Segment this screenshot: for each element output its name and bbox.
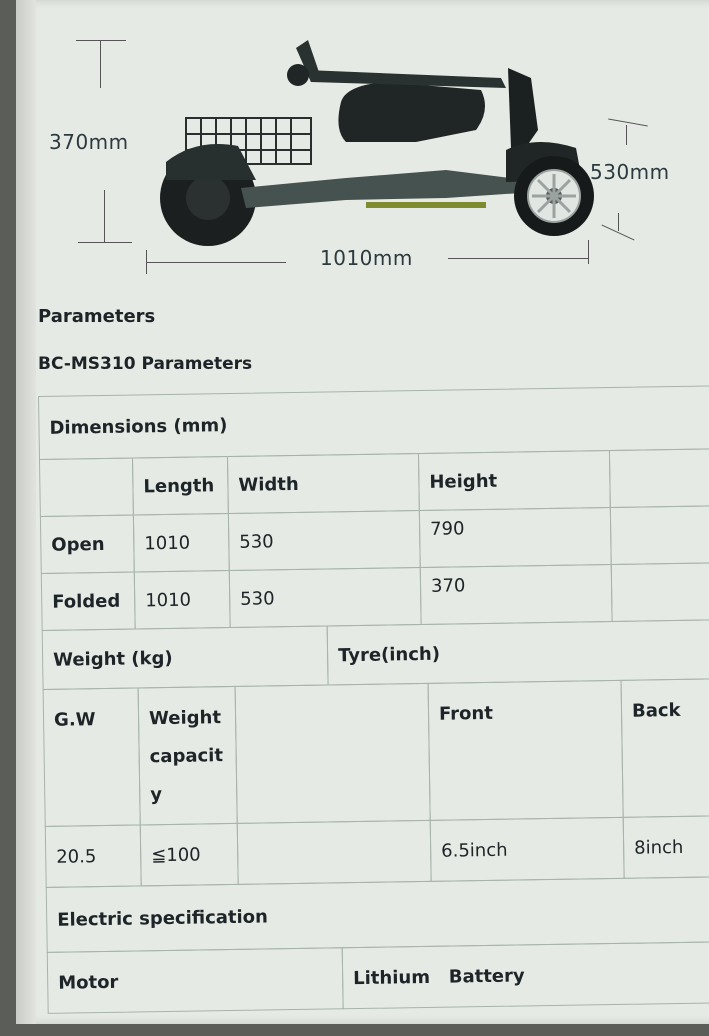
width-dimension-label: 530mm bbox=[590, 160, 670, 184]
capacity-value: ≦100 bbox=[151, 844, 201, 866]
front-label-cell bbox=[428, 680, 624, 821]
parameters-heading: Parameters bbox=[38, 306, 156, 327]
back-label-cell bbox=[621, 678, 709, 817]
tyre-title: Tyre(inch) bbox=[337, 643, 441, 666]
gw-label-cell bbox=[43, 687, 141, 826]
front-value-cell bbox=[430, 817, 625, 882]
dimensions-title: Dimensions (mm) bbox=[49, 414, 228, 439]
folded-label: Folded bbox=[52, 590, 121, 613]
blank-weight-header-cell bbox=[235, 683, 431, 824]
capacity-label-line3: y bbox=[150, 784, 163, 806]
weight-title: Weight (kg) bbox=[52, 647, 173, 671]
motor-label: Motor bbox=[58, 971, 119, 994]
page-binding-edge bbox=[16, 0, 36, 1024]
length-dim-left-line bbox=[146, 262, 286, 263]
electric-title: Electric specification bbox=[57, 905, 269, 931]
open-label-cell bbox=[40, 515, 135, 574]
open-length-cell bbox=[133, 513, 230, 573]
open-height-value: 790 bbox=[429, 518, 465, 540]
length-dim-right-line bbox=[448, 258, 588, 259]
folded-width-value: 530 bbox=[240, 587, 275, 610]
open-length-value: 1010 bbox=[144, 532, 191, 554]
width-dim-bottom-stem bbox=[618, 213, 619, 231]
battery-label-cell bbox=[342, 941, 709, 1009]
tyre-title-cell bbox=[327, 619, 709, 685]
folded-extra-cell bbox=[611, 562, 709, 622]
open-width-cell bbox=[228, 510, 421, 571]
capacity-label-line1: Weight bbox=[148, 707, 222, 730]
width-dim-top-tick bbox=[608, 119, 648, 127]
front-label: Front bbox=[438, 702, 494, 725]
length-dimension-label: 1010mm bbox=[320, 246, 413, 270]
back-value-cell bbox=[623, 815, 709, 878]
gw-label: G.W bbox=[53, 709, 96, 731]
folded-scooter-illustration bbox=[146, 30, 596, 250]
folded-length-value: 1010 bbox=[145, 589, 192, 611]
height-dim-top-tick bbox=[76, 40, 126, 41]
height-dim-bottom-stem bbox=[104, 190, 105, 242]
weight-title-cell bbox=[42, 625, 329, 689]
gw-value: 20.5 bbox=[56, 845, 97, 868]
height-header: Height bbox=[429, 470, 498, 493]
electric-title-cell bbox=[46, 876, 709, 953]
dimensions-corner-cell bbox=[39, 458, 134, 517]
dimensions-extra-header-cell bbox=[609, 448, 709, 508]
open-extra-cell bbox=[610, 505, 709, 565]
battery-label: Lithium Battery bbox=[353, 964, 525, 989]
capacity-label-line2: capacit bbox=[149, 745, 224, 768]
back-label: Back bbox=[631, 699, 681, 722]
front-tyre-value: 6.5inch bbox=[441, 839, 508, 862]
dimensions-title-cell bbox=[38, 385, 709, 460]
motor-label-cell bbox=[47, 947, 344, 1014]
length-header-cell bbox=[132, 456, 229, 516]
capacity-value-cell bbox=[140, 823, 239, 887]
open-width-value: 530 bbox=[239, 530, 274, 553]
back-tyre-value: 8inch bbox=[634, 836, 684, 859]
model-parameters-heading: BC-MS310 Parameters bbox=[38, 354, 253, 374]
width-dim-top-stem bbox=[626, 125, 627, 145]
folded-height-cell bbox=[420, 564, 613, 625]
width-header: Width bbox=[238, 473, 299, 496]
capacity-label-cell bbox=[138, 686, 238, 826]
open-label: Open bbox=[51, 533, 105, 556]
height-dim-top-stem bbox=[100, 40, 101, 88]
height-dim-bottom-tick bbox=[78, 242, 132, 243]
width-header-cell bbox=[227, 453, 420, 514]
folded-length-cell bbox=[134, 570, 231, 630]
folded-width-cell bbox=[229, 567, 422, 628]
blank-weight-value-cell bbox=[237, 820, 432, 885]
open-height-cell bbox=[419, 507, 612, 568]
parameters-table bbox=[38, 385, 709, 1035]
gw-value-cell bbox=[45, 824, 142, 888]
folded-label-cell bbox=[41, 572, 136, 631]
height-header-cell bbox=[418, 450, 611, 511]
height-dimension-label: 370mm bbox=[49, 130, 129, 154]
length-header: Length bbox=[143, 474, 215, 497]
folded-height-value: 370 bbox=[430, 575, 466, 597]
